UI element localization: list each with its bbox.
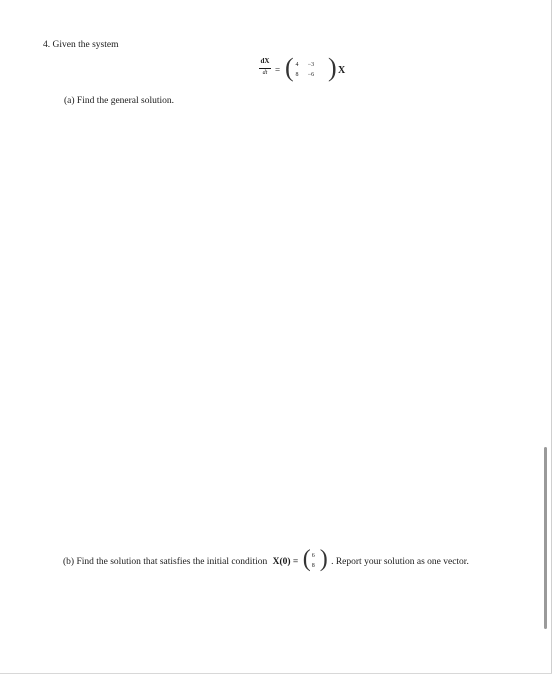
initial-condition-lhs: X(0) =	[272, 557, 299, 568]
coefficient-matrix	[292, 62, 322, 82]
part-b-instruction: . Report your solution as one vector.	[331, 557, 469, 568]
part-a-prompt: (a) Find the general solution.	[64, 96, 175, 106]
matrix-entry: 4	[295, 62, 299, 68]
equals-sign: =	[275, 65, 281, 75]
ic-entry: 8	[311, 563, 315, 569]
state-vector: X	[338, 65, 346, 76]
derivative-denominator: dt	[262, 70, 268, 76]
part-b-prompt	[63, 546, 469, 573]
matrix-left-paren: (	[285, 53, 294, 82]
matrix-entry: 8	[295, 72, 299, 78]
ic-right-paren: )	[319, 546, 328, 572]
question-title: 4. Given the system	[43, 40, 119, 50]
matrix-entry: −3	[307, 62, 315, 68]
derivative-numerator: dX	[260, 57, 270, 65]
ic-left-paren: (	[302, 546, 311, 572]
fraction-bar	[259, 68, 271, 69]
part-b-text: (b) Find the solution that satisfies the initial condition	[63, 557, 268, 568]
matrix-right-paren: )	[328, 53, 337, 82]
ic-entry: 6	[311, 553, 315, 559]
initial-condition-vector	[302, 546, 329, 573]
vertical-scrollbar[interactable]	[544, 447, 547, 629]
matrix-entry: −6	[307, 72, 315, 78]
